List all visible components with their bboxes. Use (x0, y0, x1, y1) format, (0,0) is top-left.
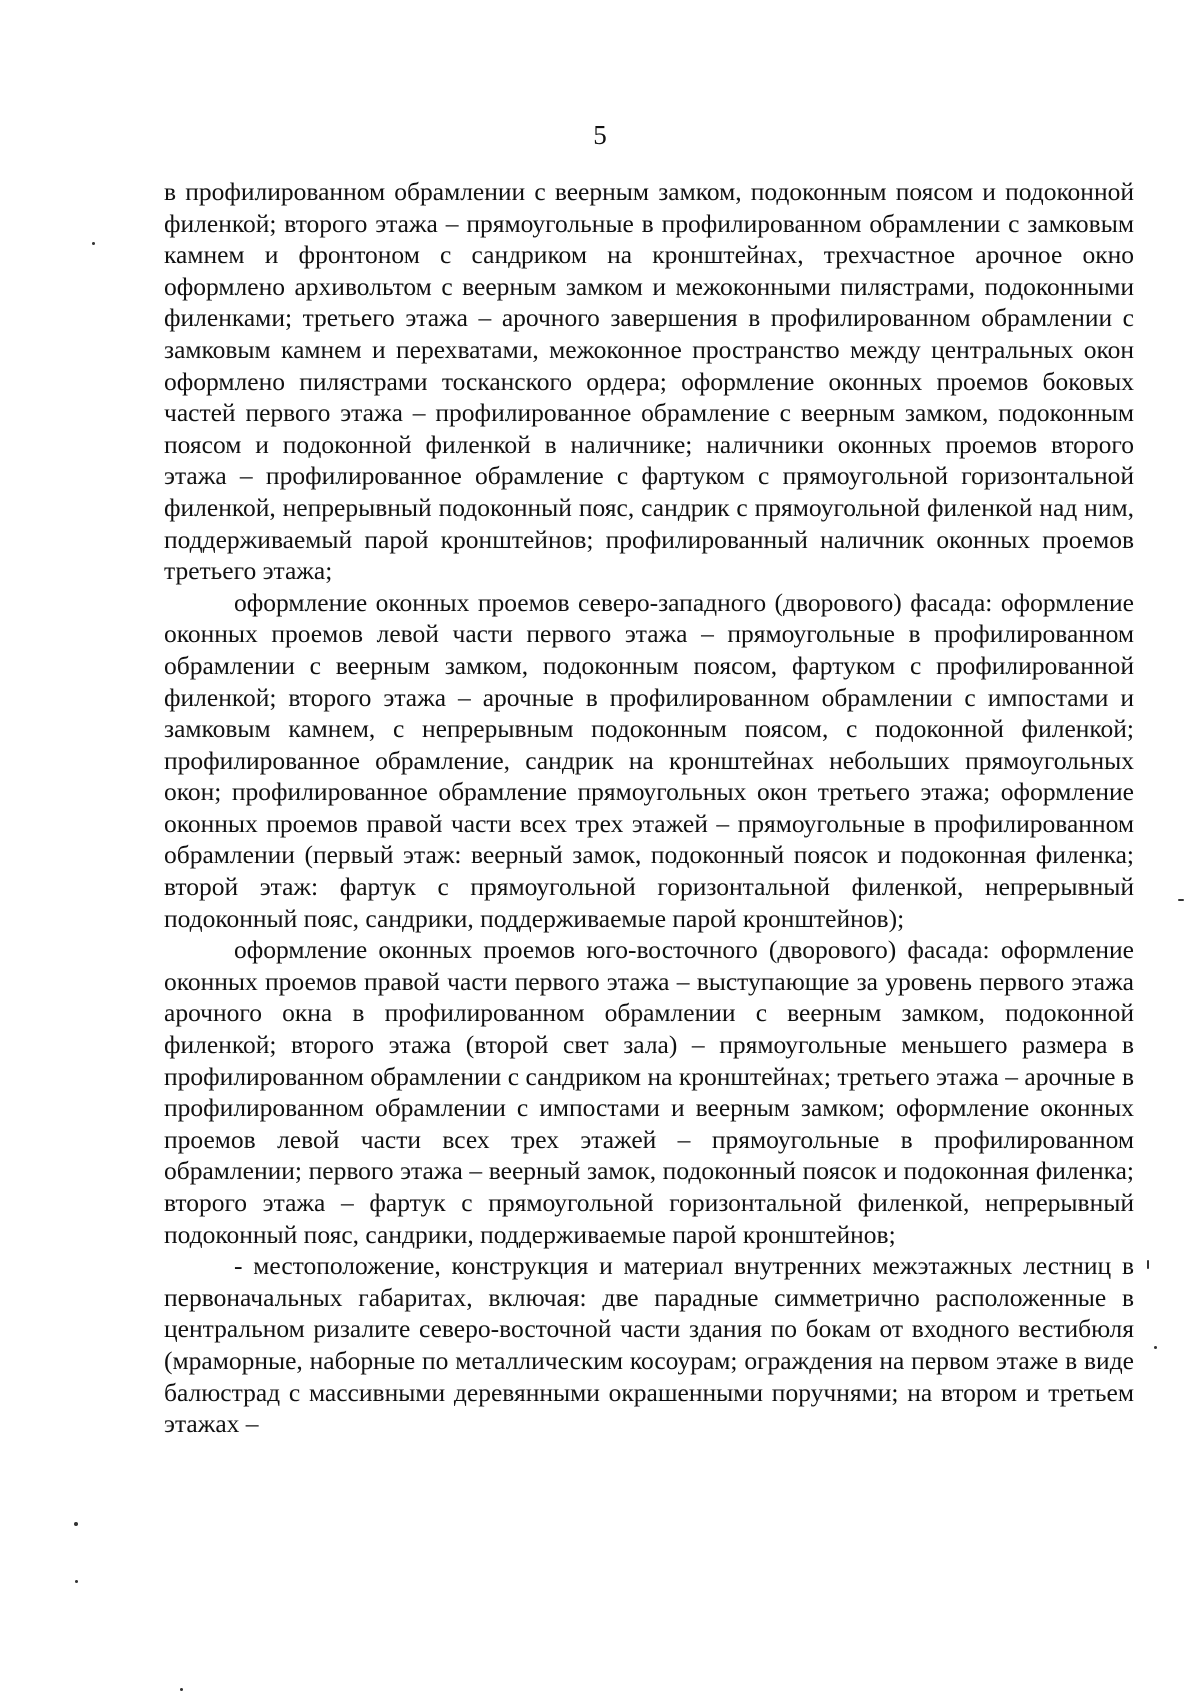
scan-speck (92, 242, 95, 245)
paragraph-4: - местоположение, конструкция и материал внутренних межэтажных лестниц в первоначальных габаритах, включая: две парадные симметрично расположенные в центральном ризалите северо-восточной части здания по бокам от входного вестибюля (мраморные, наборные по металлическим косоурам; ограждения на первом этаже в виде балюстрад с массивными деревянными окрашенными поручнями; на втором и третьем этажах – (164, 1251, 1134, 1439)
scan-speck (75, 1580, 78, 1583)
scan-speck (74, 1522, 78, 1526)
paragraph-1: в профилированном обрамлении с веерным замком, подоконным поясом и подоконной филенкой; второго этажа – прямоугольные в профилированном обрамлении с замковым камнем и фронтоном с сандриком на кронштейнах, трехчастное арочное окно оформлено архивольтом с веерным замком и межоконными пилястрами, подоконными филенками; третьего этажа – арочного завершения в профилированном обрамлении с замковым камнем и перехватами, межоконное пространство между центральных окон оформлено пилястрами тосканского ордера; оформление оконных проемов боковых частей первого этажа – профилированное обрамление с веерным замком, подоконным поясом и подоконной филенкой в наличнике; наличники оконных проемов второго этажа – профилированное обрамление с фартуком с прямоугольной горизонтальной филенкой, непрерывный подоконный пояс, сандрик с прямоугольной филенкой над ним, поддерживаемый парой кронштейнов; профилированный наличник оконных проемов третьего этажа; (164, 177, 1134, 586)
scan-speck (1178, 899, 1184, 901)
scan-speck (1147, 1260, 1149, 1269)
scan-speck (1154, 1346, 1157, 1349)
scan-speck (180, 1688, 183, 1691)
paragraph-2: оформление оконных проемов северо-западного (дворового) фасада: оформление оконных проемов левой части первого этажа – прямоугольные в профилированном обрамлении с веерным замком, подоконным поясом, фартуком с профилированной филенкой; второго этажа – арочные в профилированном обрамлении с импостами и замковым камнем, с непрерывным подоконным поясом, с подоконной филенкой; профилированное обрамление, сандрик на кронштейнах небольших прямоугольных окон; профилированное обрамление прямоугольных окон третьего этажа; оформление оконных проемов правой части всех трех этажей – прямоугольные в профилированном обрамлении (первый этаж: веерный замок, подоконный поясок и подоконная филенка; второй этаж: фартук с прямоугольной горизонтальной филенкой, непрерывный подоконный пояс, сандрики, поддерживаемые парой кронштейнов); (164, 587, 1134, 933)
document-body (164, 176, 1134, 1440)
paragraph-3: оформление оконных проемов юго-восточного (дворового) фасада: оформление оконных проемов правой части первого этажа – выступающие за уровень первого этажа арочного окна в профилированном обрамлении с веерным замком, подоконной филенкой; второго этажа (второй свет зала) – прямоугольные меньшего размера в профилированном обрамлении с сандриком на кронштейнах; третьего этажа – арочные в профилированном обрамлении с импостами и веерным замком; оформление оконных проемов левой части всех трех этажей – прямоугольные в профилированном обрамлении; первого этажа – веерный замок, подоконный поясок и подоконная филенка; второго этажа – фартук с прямоугольной горизонтальной филенкой, непрерывный подоконный пояс, сандрики, поддерживаемые парой кронштейнов; (164, 935, 1134, 1249)
page-number: 5 (593, 120, 607, 150)
